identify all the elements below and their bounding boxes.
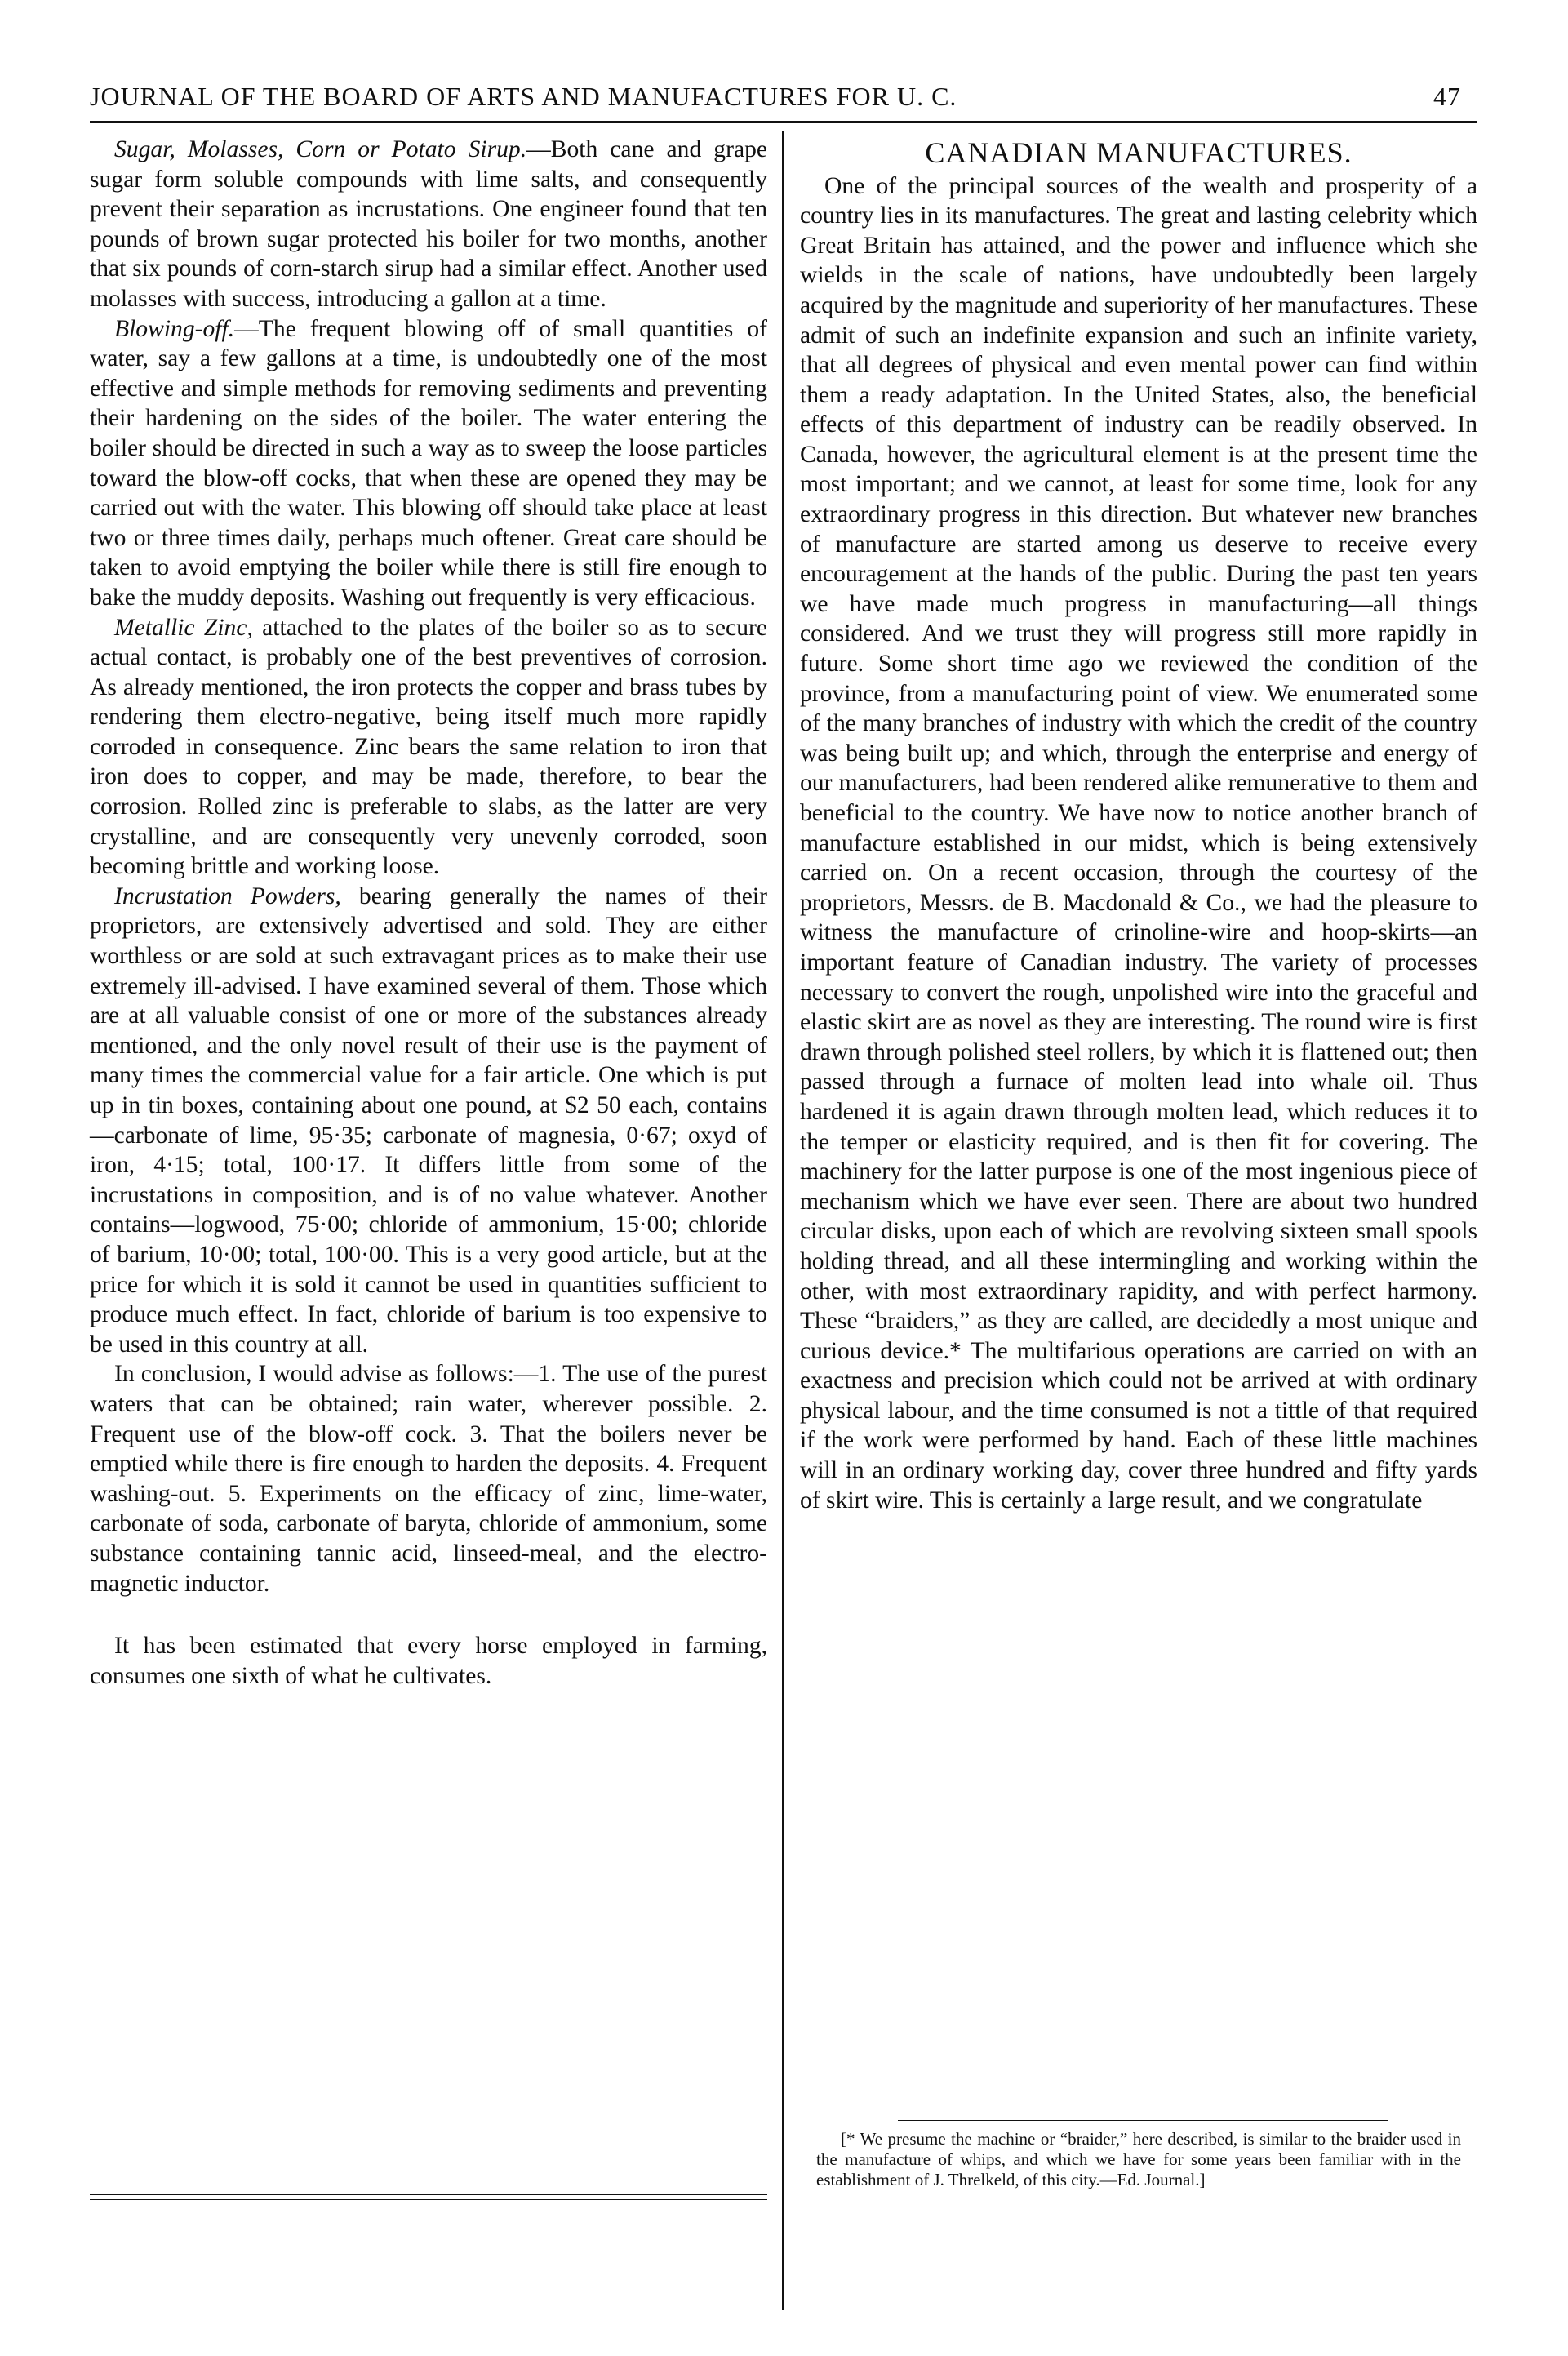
footnote-text: [* We presume the machine or “braider,” here described, is similar to the braider used in the manufacture of whips, and which we have for some years been familiar with in the establishment of J. Threlkeld, of this city.—Ed. Journal.] <box>816 2129 1461 2190</box>
paragraph-conclusion: In conclusion, I would advise as follows:—1. The use of the purest waters that can be obtained; rain water, wherever possible. 2. Frequent use of the blow-off cock. 3. That the boilers never be emptied while there is fire enough to harden the deposits. 4. Frequent washing-out. 5. Experiments on the efficacy of zinc, lime-water, carbonate of soda, carbonate of baryta, chloride of ammonium, some substance containing tannic acid, linseed-meal, and the electro-magnetic inductor. <box>90 1361 767 1597</box>
footnote <box>816 2129 1461 2191</box>
footnote-rule <box>898 2120 1388 2121</box>
paragraph-horse-note: It has been estimated that every horse employed in farming, consumes one sixth of what he cultivates. <box>90 1633 767 1689</box>
running-header <box>90 82 1477 112</box>
column-divider <box>782 131 784 2310</box>
paragraph-sugar: Sugar, Molasses, Corn or Potato Sirup.—Both cane and grape sugar form soluble compounds with lime salts, and consequently prevent their separation as incrustations. One engineer found that ten pounds of brown sugar protected his boiler for two months, another that six pounds of corn-starch sirup had a similar effect. Another used molasses with success, introducing a gallon at a time. <box>90 136 768 312</box>
section-rule <box>90 2194 767 2195</box>
page-number: 47 <box>1433 82 1461 111</box>
left-column <box>90 135 767 1691</box>
lead-incrustation-powders: Incrustation Powders, <box>114 882 341 909</box>
paragraph-blowing-off: Blowing-off.—The frequent blowing off of small quantities of water, say a few gallons at a time, is undoubtedly one of the most effective and simple methods for removing sediments and preventing their hardening on the sides of the boiler. The water entering the boiler should be directed in such a way as to sweep the loose particles toward the blow-off cocks, that when these are opened they may be carried out with the water. This blowing off should take place at least two or three times daily, perhaps much oftener. Great care should be taken to avoid emptying the boiler while there is still fire enough to bake the muddy deposits. Washing out frequently is very efficacious. <box>90 315 767 611</box>
lead-metallic-zinc: Metallic Zinc, <box>114 614 253 641</box>
lead-blowing-off: Blowing-off. <box>114 315 235 342</box>
header-rule <box>90 121 1477 123</box>
paragraph-canadian-manufactures: One of the principal sources of the wealth and prosperity of a country lies in its manufactures. The great and lasting celebrity which Great Britain has attained, and the power and influence which she wields in the scale of nations, have undoubtedly been largely acquired by the magnitude and superiority of her manufactures. These admit of such an indefinite expansion and such an infinite variety, that all degrees of physical and even mental power can find within them a ready adaptation. In the United States, also, the beneficial effects of this department of industry can be readily observed. In Canada, however, the agricultural element is at the present time the most important; and we cannot, at least for some time, look for any extraordinary progress in this direction. But whatever new branches of manufacture are started among us deserve to receive every encouragement at the hands of the public. During the past ten years we have made much progress in manufacturing—all things considered. And we trust they will progress still more rapidly in future. Some short time ago we reviewed the condition of the province, from a manufacturing point of view. We enumerated some of the many branches of industry with which the credit of the country was being built up; and which, through the enterprise and energy of our manufacturers, had been rendered alike remunerative to them and beneficial to the country. We have now to notice another branch of manufacture established in our midst, which is being extensively carried on. On a recent occasion, through the courtesy of the proprietors, Messrs. de B. Macdonald & Co., we had the pleasure to witness the manufacture of crinoline-wire and hoop-skirts—an important feature of Canadian industry. The variety of processes necessary to convert the rough, unpolished wire into the graceful and elastic skirt are as novel as they are interesting. The round wire is first drawn through polished steel rollers, by which it is flattened out; then passed through a furnace of molten lead into whale oil. Thus hardened it is again drawn through molten lead, which reduces it to the temper or elasticity required, and is then fit for covering. The machinery for the latter purpose is one of the most ingenious piece of mechanism which we have ever seen. There are about two hundred circular disks, upon each of which are revolving sixteen small spools holding thread, and all these intermingling and working within the other, with most extraordinary rapidity, and with perfect harmony. These “braiders,” as they are called, are decidedly a most unique and curious device.* The multifarious operations are carried on with an exactness and precision which could not be arrived at with ordinary physical labour, and the time consumed is not a tittle of that required if the work were performed by hand. Each of these little machines will in an ordinary working day, cover three hundred and fifty yards of skirt wire. This is certainly a large result, and we congratulate <box>800 172 1477 1514</box>
running-title: JOURNAL OF THE BOARD OF ARTS AND MANUFACTURES FOR U. C. <box>90 82 957 111</box>
article-title: CANADIAN MANUFACTURES. <box>925 136 1353 169</box>
right-column <box>800 135 1477 1515</box>
section-rule-thin <box>90 2199 767 2200</box>
paragraph-incrustation-powders: Incrustation Powders, bearing generally the names of their proprietors, are extensively advertised and sold. They are either worthless or are sold at such extravagant prices as to make their use extremely ill-advised. I have examined several of them. Those which are at all valuable consist of one or more of the substances already mentioned, and the only novel result of their use is the payment of many times the commercial value for a fair article. One which is put up in tin boxes, containing about one pound, at $2 50 each, contains—carbonate of lime, 95·35; carbonate of magnesia, 0·67; oxyd of iron, 4·15; total, 100·17. It differs little from some of the incrustations in composition, and is of no value whatever. Another contains—logwood, 75·00; chloride of ammonium, 15·00; chloride of barium, 10·00; total, 100·00. This is a very good article, but at the price for which it is sold it cannot be used in quantities sufficient to produce much effect. In fact, chloride of barium is too expensive to be used in this country at all. <box>90 882 767 1358</box>
lead-sugar: Sugar, Molasses, Corn or Potato Sirup. <box>114 136 527 162</box>
paragraph-metallic-zinc: Metallic Zinc, attached to the plates of the boiler so as to secure actual contact, is probably one of the best preventives of corrosion. As already mentioned, the iron protects the copper and brass tubes by rendering them electro-negative, being itself much more rapidly corroded in consequence. Zinc bears the same relation to iron that iron does to copper, and may be made, therefore, to bear the corrosion. Rolled zinc is preferable to slabs, as the latter are very crystalline, and are consequently very unevenly corroded, soon becoming brittle and working loose. <box>90 614 767 880</box>
